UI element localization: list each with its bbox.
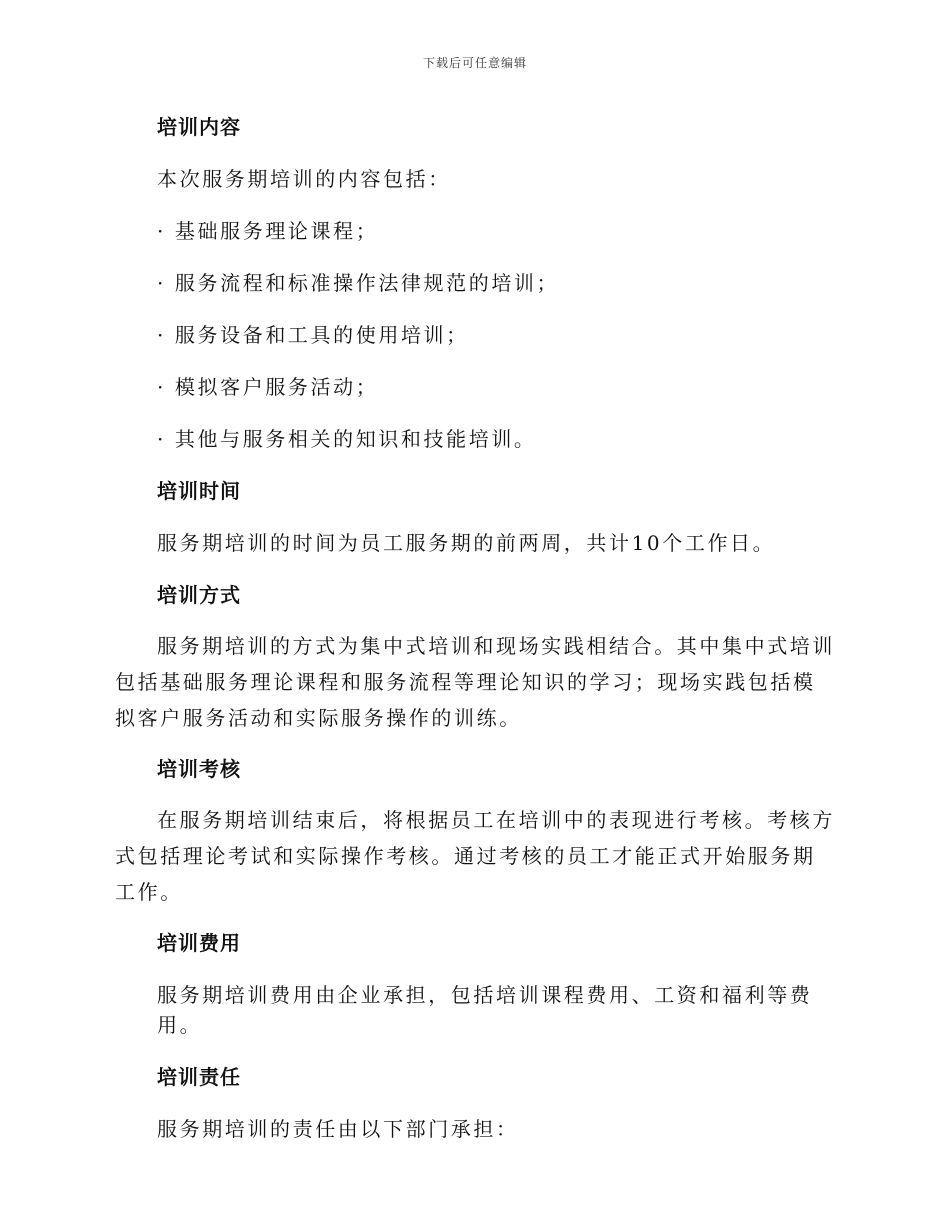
section-heading-cost: 培训费用 (157, 931, 241, 955)
document-body (115, 112, 835, 1144)
content-item: · 模拟客户服务活动； (157, 375, 379, 399)
section-heading-assessment: 培训考核 (157, 757, 241, 781)
cost-text: 服务期培训费用由企业承担，包括培训课程费用、工资和福利等费用。 (157, 983, 813, 1037)
section-heading-content: 培训内容 (157, 115, 241, 139)
content-item: · 服务流程和标准操作法律规范的培训； (157, 271, 560, 295)
section-heading-method: 培训方式 (157, 583, 241, 607)
content-item: · 其他与服务相关的知识和技能培训。 (157, 427, 537, 451)
section-heading-responsibility: 培训责任 (157, 1065, 241, 1089)
method-text: 服务期培训的方式为集中式培训和现场实践相结合。其中集中式培训包括基础服务理论课程和服务流程等理论知识的学习；现场实践包括模拟客户服务活动和实际服务操作的训练。 (115, 634, 835, 730)
assessment-text: 在服务期培训结束后，将根据员工在培训中的表现进行考核。考核方式包括理论考试和实际操作考核。通过考核的员工才能正式开始服务期工作。 (115, 808, 835, 904)
content-item: · 服务设备和工具的使用培训； (157, 323, 469, 347)
header-note: 下载后可任意编辑 (422, 56, 527, 70)
content-item: · 基础服务理论课程； (157, 219, 379, 243)
responsibility-text: 服务期培训的责任由以下部门承担： (157, 1117, 519, 1141)
time-text: 服务期培训的时间为员工服务期的前两周，共计10个工作日。 (157, 531, 776, 555)
content-intro: 本次服务期培训的内容包括： (157, 167, 451, 191)
section-heading-time: 培训时间 (157, 479, 241, 503)
